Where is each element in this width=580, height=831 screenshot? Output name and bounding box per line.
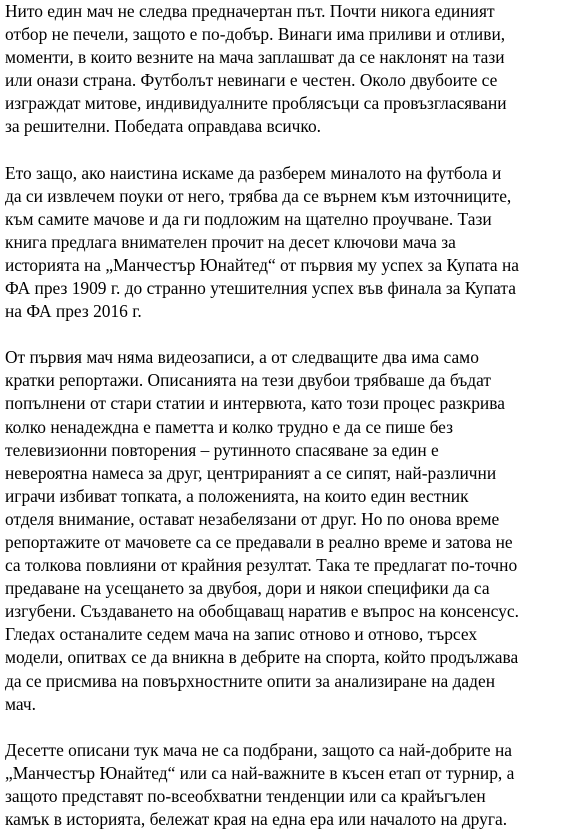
text-line: Ето защо, ако наистина искаме да разберем миналото на футбола и xyxy=(5,162,502,183)
text-line: историята на „Манчестър Юнайтед“ от първия му успех за Купата на xyxy=(5,254,519,275)
text-line: попълнени от стари статии и интервюта, като този процес разкрива xyxy=(5,393,505,414)
text-line: камък в историята, бележат края на една ера или началото на друга. xyxy=(5,809,508,829)
text-line: отбор не печели, защото е по-добър. Винаги има приливи и отливи, xyxy=(5,24,506,45)
text-line: репортажите от мачовете са се предавали в реално време и затова не xyxy=(5,531,513,552)
text-line: От първия мач няма видеозаписи, а от следващите два има само xyxy=(5,347,479,368)
paragraph-3 xyxy=(5,346,574,716)
text-line: Гледах останалите седем мача на запис отново и отново, търсех xyxy=(5,624,478,645)
text-line: са толкова повлияни от крайния резултат. Така те предлагат по-точно xyxy=(5,555,518,576)
paragraph-1 xyxy=(5,0,574,139)
text-line: телевизионни повторения – рутинното спасяване за един е xyxy=(5,439,439,460)
text-line: кратки репортажи. Описанията на тези двубои трябваше да бъдат xyxy=(5,370,491,391)
text-line: мач. xyxy=(5,693,37,714)
text-line: на ФА през 2016 г. xyxy=(5,301,142,322)
paragraph-4 xyxy=(5,739,574,831)
text-line: да се присмива на повърхностните опити за анализиране на даден xyxy=(5,670,496,691)
text-line: ФА през 1909 г. до странно утешителния успех във финала за Купата xyxy=(5,278,516,299)
text-line: или онази страна. Футболът невинаги е честен. Около двубоите се xyxy=(5,70,498,91)
text-line: моменти, в които везните на мача заплашват да се наклонят на тази xyxy=(5,47,505,68)
text-line: колко ненадеждна е паметта и колко трудно е да се пише без xyxy=(5,416,453,437)
text-line: „Манчестър Юнайтед“ или са най-важните в късен етап от турнир, а xyxy=(5,762,515,783)
text-line: книга предлага внимателен прочит на десет ключови мача за xyxy=(5,231,456,252)
text-line: изгубени. Създаването на обобщаващ наратив е въпрос на консенсус. xyxy=(5,601,519,622)
text-line: защото представят по-всеобхватни тенденции или са крайъгълен xyxy=(5,785,486,806)
text-line: Десетте описани тук мача не са подбрани, защото са най-добрите на xyxy=(5,739,513,760)
text-line: да си извлечем поуки от него, трябва да се върнем към източниците, xyxy=(5,185,512,206)
text-line: изграждат митове, индивидуалните проблясъци са провъзгласявани xyxy=(5,93,507,114)
text-line: отделя внимание, остават незабелязани от друг. Но по онова време xyxy=(5,508,500,529)
text-line: модели, опитвах се да вникна в дебрите на спорта, който продължава xyxy=(5,647,519,668)
text-line: Нито един мач не следва предначертан път. Почти никога единият xyxy=(5,1,495,21)
text-line: за решителни. Победата оправдава всичко. xyxy=(5,116,322,137)
text-line: предаване на усещането за двубоя, дори и някои специфики да са xyxy=(5,578,490,599)
paragraph-2 xyxy=(5,162,574,324)
text-line: невероятна намеса за друг, центрираният а се сипят, най-различни xyxy=(5,462,497,483)
text-line: към самите мачове и да ги подложим на щателно проучване. Тази xyxy=(5,208,492,229)
text-line: играчи избиват топката, а положенията, на които един вестник xyxy=(5,485,469,506)
